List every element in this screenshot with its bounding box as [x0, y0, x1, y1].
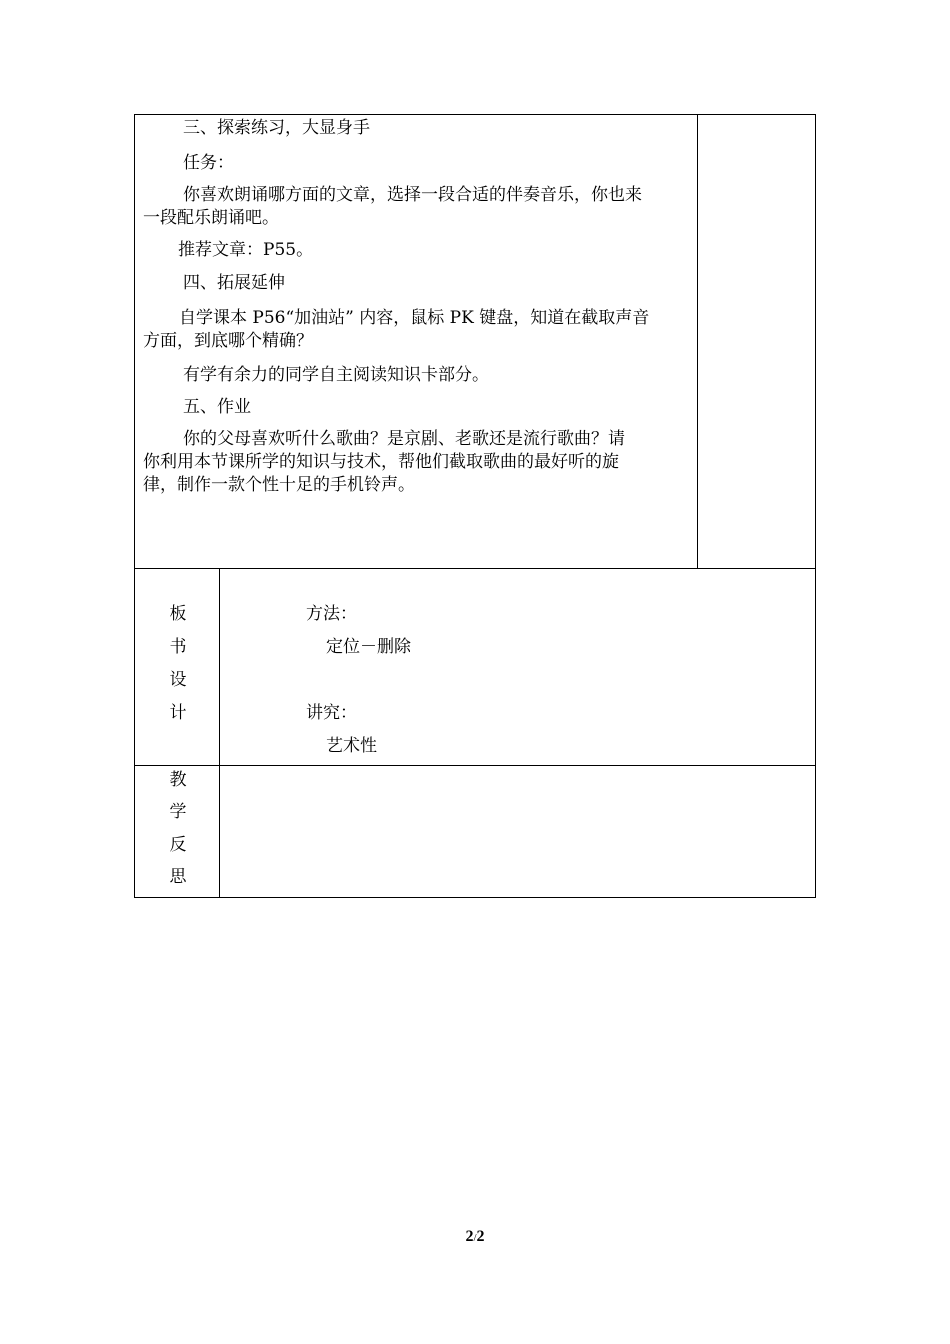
page-current: 2: [465, 1228, 474, 1245]
table-outer-border: [134, 114, 816, 898]
section-heading-homework: 五、作业: [183, 397, 251, 417]
page-number: [0, 1228, 950, 1246]
right-column-divider: [697, 114, 698, 569]
self-study-line-1: 自学课本 P56“加油站” 内容，鼠标 PK 键盘，知道在截取声音: [179, 308, 650, 328]
emphasis-label: 讲究：: [306, 703, 357, 723]
task-text-line-2: 一段配乐朗诵吧。: [143, 208, 279, 228]
board-design-label-char: 计: [169, 703, 187, 723]
homework-line-3: 律，制作一款个性十足的手机铃声。: [143, 475, 415, 495]
section-heading-explore: 三、探索练习，大显身手: [183, 118, 370, 138]
task-text-line-1: 你喜欢朗诵哪方面的文章，选择一段合适的伴奏音乐，你也来: [183, 185, 642, 205]
recommended-article: 推荐文章：P55。: [178, 240, 314, 260]
board-design-label-char: 书: [169, 637, 187, 657]
homework-line-1: 你的父母喜欢听什么歌曲？是京剧、老歌还是流行歌曲？请: [183, 429, 625, 449]
row-divider-1: [134, 568, 816, 569]
self-study-line-2: 方面，到底哪个精确？: [143, 331, 313, 351]
board-design-label-char: 板: [169, 604, 187, 624]
extra-reading-line: 有学有余力的同学自主阅读知识卡部分。: [183, 365, 489, 385]
emphasis-value: 艺术性: [326, 736, 377, 756]
reflection-label-char: 教: [169, 770, 187, 790]
label-column-divider: [219, 568, 220, 898]
page-separator: /: [473, 1232, 477, 1244]
page-total: 2: [476, 1228, 485, 1245]
board-design-label-char: 设: [169, 670, 187, 690]
reflection-label-char: 反: [169, 835, 187, 855]
row-divider-2: [134, 765, 816, 766]
section-heading-extend: 四、拓展延伸: [183, 273, 285, 293]
homework-line-2: 你利用本节课所学的知识与技术，帮他们截取歌曲的最好听的旋: [143, 452, 619, 472]
reflection-label-char: 思: [169, 867, 187, 887]
method-label: 方法：: [306, 604, 357, 624]
reflection-label-char: 学: [169, 802, 187, 822]
task-label: 任务：: [183, 153, 234, 173]
method-value: 定位－删除: [326, 637, 411, 657]
